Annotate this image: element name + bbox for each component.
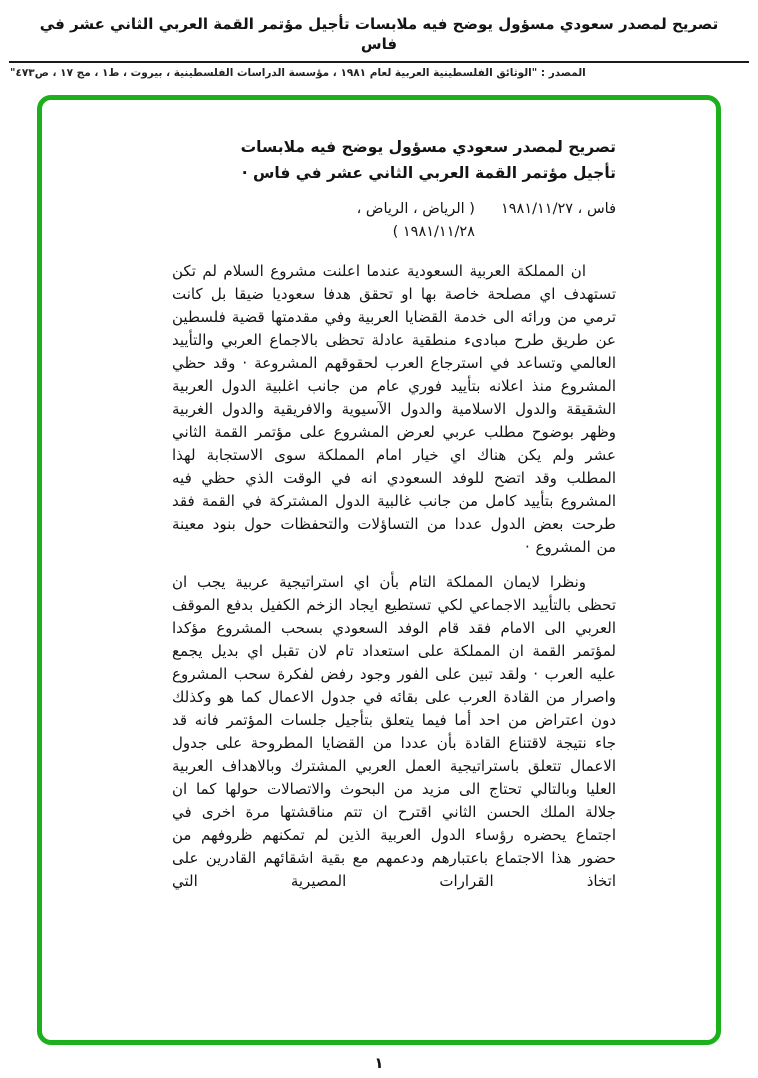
header-divider [9, 61, 749, 63]
dateline [172, 198, 616, 244]
page-number: ١ [374, 1054, 384, 1072]
document-title-line1: تصريح لمصدر سعودي مسؤول يوضح فيه ملابسات [240, 138, 616, 156]
page-header [0, 0, 758, 79]
paragraph: ونظرا لايمان المملكة التام بأن اي استراتيجية عربية يجب ان تحظى بالتأييد الاجماعي لكي تستطيع ايجاد الزخم الكفيل بدفع الموقف العربي الى الامام فقد قام الوفد السعودي بسحب المشروع مؤكدا لمؤتمر القمة ان المملكة على استعداد تام لان تقبل اي بديل يجمع عليه العرب · ولقد تبين على الفور وجود رفض لفكرة سحب المشروع واصرار من القادة العرب على بقائه في جدول الاعمال كما هو وكذلك دون اعتراض من احد أما فيما يتعلق بتأجيل جلسات المؤتمر فانه قد جاء نتيجة لاقتناع القادة بأن عددا من القضايا المطروحة على جدول الاعمال تتعلق باستراتيجية العمل العربي المشترك وبالاهداف العربية العليا وبالتالي تحتاج الى مزيد من البحوث والاتصالات حولها كما ان جلالة الملك الحسن الثاني اقترح ان تتم مناقشتها مرة اخرى في اجتماع يحضره رؤساء الدول العربية الذين لم تمكنهم ظروفهم من حضور هذا الاجتماع باعتبارهم ودعمهم مع بقية اشقائهم القادرين على اتخاذ القرارات المصيرية التي [172, 573, 616, 890]
dateline-source-line2: ١٩٨١/١١/٢٨ ) [392, 224, 475, 240]
header-title: تصريح لمصدر سعودي مسؤول يوضح فيه ملابسات تأجيل مؤتمر القمة العربي الثاني عشر في فاس [39, 15, 719, 53]
dateline-place-date: فاس ، ١٩٨١/١١/٢٧ [500, 201, 616, 217]
paragraph: ان المملكة العربية السعودية عندما اعلنت مشروع السلام لم تكن تستهدف اي مصلحة خاصة بها او تحقق هدفا سعوديا ضيقا بل كانت ترمي من ورائه الى خدمة القضايا العربية وفي مقدمتها قضية فلسطين عن طريق طرح مبادىء منطقية عادلة تحظى بالاجماع العربي والتأييد العالمي وتساعد في استرجاع العرب لحقوقهم المشروعة · وقد حظي المشروع منذ اعلانه بتأييد فوري عام من جانب اغلبية الدول العربية الشقيقة والدول الاسلامية والدول الآسيوية والافريقية والدول الغربية وظهر بوضوح مطلب عربي لعرض المشروع على مؤتمر القمة الثاني عشر ولم يكن هناك اي خيار امام المملكة سوى الاستجابة لهذا المطلب وقد اتضح للوفد السعودي انه في الوقت الذي حظي فيه المشروع بتأييد كامل من جانب غالبية الدول المشتركة في القمة فقد طرحت بعض الدول عددا من التساؤلات والتحفظات حول بنود معينة من المشروع · [172, 262, 616, 556]
dateline-source-line1: ( الرياض ، الرياض ، [356, 201, 475, 217]
dateline-source [357, 198, 475, 244]
document-title [172, 134, 616, 186]
document-body [42, 100, 716, 893]
document-frame [37, 95, 721, 1045]
source-citation: المصدر : "الوثائق الفلسطينية العربية لعام ١٩٨١ ، مؤسسة الدراسات الفلسطينية ، بيروت ، ط١ ، مج ١٧ ، ص٤٧٣" [10, 67, 586, 79]
document-title-line2: تأجيل مؤتمر القمة العربي الثاني عشر في فاس · [241, 164, 616, 182]
